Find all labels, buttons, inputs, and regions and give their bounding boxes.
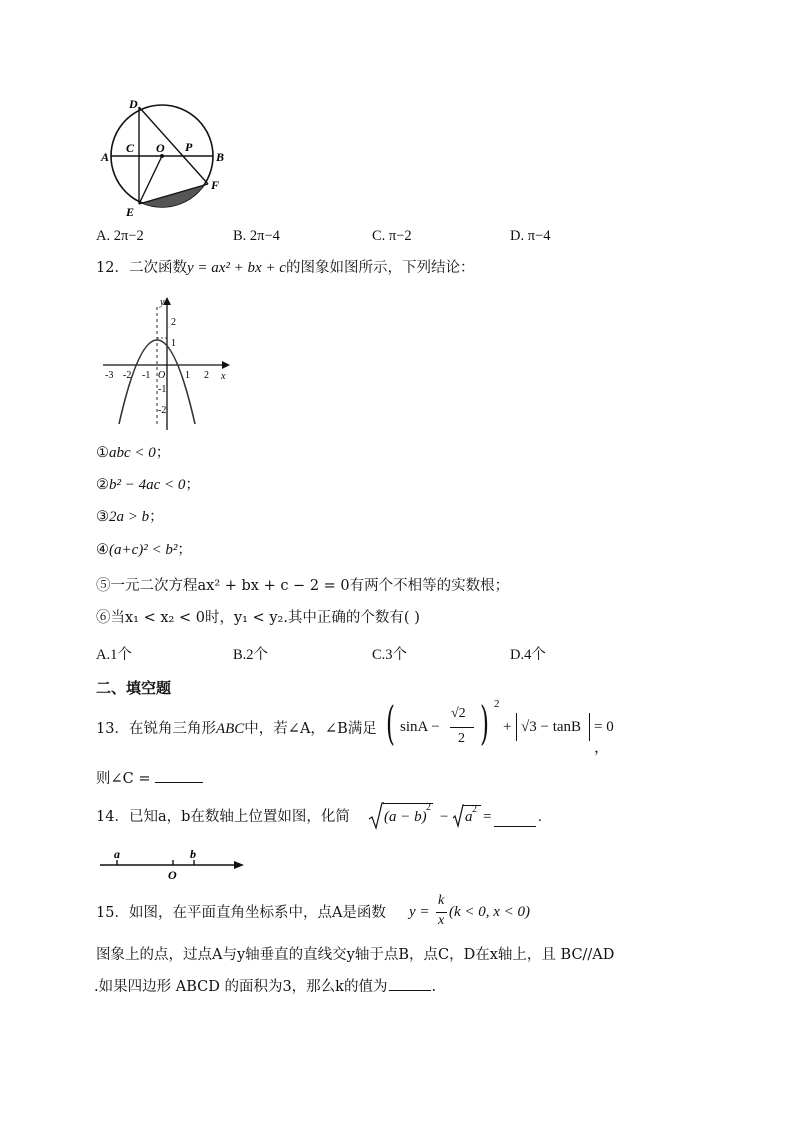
item-mark: ② <box>96 477 109 493</box>
q11-option-d: D. π−4 <box>510 228 551 244</box>
item-tail: ； <box>494 578 510 594</box>
item-mark: ④ <box>96 542 109 558</box>
tick-p2: 2 <box>204 370 209 381</box>
x-axis-arrow <box>222 361 230 369</box>
item-tail: ； <box>149 509 164 525</box>
q12-function: y = ax² + bx + c <box>186 260 286 276</box>
item-tail: .其中正确的个数有( ) <box>283 610 420 626</box>
q12-item-3 <box>96 507 164 527</box>
q13-answer-label: 则∠C = <box>96 771 151 787</box>
item-mark: ③ <box>96 509 109 525</box>
fraction-bar <box>450 727 474 728</box>
q12-option-d: D.4个 <box>510 647 546 663</box>
abs-left-bar <box>516 713 517 741</box>
q15-frac-num: k <box>438 893 445 908</box>
item-mark: ⑤ <box>96 578 111 594</box>
q15-function <box>409 893 539 933</box>
q14-expression <box>368 800 548 834</box>
q12-item-4 <box>96 540 192 560</box>
label-b: b <box>190 847 196 861</box>
tick-n2: -2 <box>123 370 132 381</box>
q13-line2 <box>96 768 203 789</box>
q12-option-b: B.2个 <box>233 647 269 663</box>
circle-figure <box>98 96 228 220</box>
q14-expr1: (a − b) <box>384 809 427 825</box>
tick-yn2: -2 <box>158 405 167 416</box>
q12-number: 12． <box>96 260 129 276</box>
q14-answer-blank[interactable] <box>494 812 536 827</box>
right-paren: ) <box>480 696 489 750</box>
q14-minus: − <box>440 809 449 825</box>
section-title: 二、填空题 <box>96 679 172 697</box>
left-paren: ( <box>386 696 395 750</box>
q12-option-c: C.3个 <box>372 647 408 663</box>
q14-exponent-2: 2 <box>472 804 477 815</box>
tick-y1: 1 <box>171 338 176 349</box>
q11-option-a: A. 2π−2 <box>96 228 144 244</box>
q15-condition: (k < 0, x < 0) <box>449 904 531 920</box>
q13-triangle: ABC <box>215 721 245 737</box>
tick-p1: 1 <box>185 370 190 381</box>
label-a: a <box>114 847 120 861</box>
q13-equals: = 0 ， <box>594 719 614 756</box>
q13-mid: 中，若∠A，∠B满足 <box>244 721 377 737</box>
label-o: O <box>156 141 165 155</box>
q12-item-6 <box>96 608 420 628</box>
tick-y2: 2 <box>171 317 176 328</box>
q15-frac-den: x <box>438 913 445 928</box>
item-expr: abc < 0 <box>109 445 156 461</box>
q11-option-b: B. 2π−4 <box>233 228 280 244</box>
item-expr: 2a > b <box>109 509 150 525</box>
q13-abs-expr: √3 − tanB <box>521 719 582 735</box>
q13-pre: 在锐角三角形 <box>128 721 216 737</box>
q12-item-1 <box>96 443 170 463</box>
radical-sign-2 <box>452 804 464 828</box>
q14-end: . <box>538 809 542 825</box>
q12-item-5 <box>96 576 509 596</box>
q15-line3-text: .如果四边形 ABCD 的面积为3，那么k的值为 <box>94 979 388 995</box>
item-mark: ⑥ <box>96 610 111 626</box>
q13-answer-blank[interactable] <box>155 768 203 783</box>
radical-sign-1 <box>368 802 384 830</box>
q14-number: 14． <box>96 809 129 825</box>
q15-end: . <box>431 979 437 995</box>
q14-stem <box>96 807 350 827</box>
q11-option-c: C. π−2 <box>372 228 412 244</box>
item-mark: ① <box>96 445 109 461</box>
item-expr: 一元二次方程ax² + bx + c − 2 = 0有两个不相等的实数根 <box>110 578 495 594</box>
q12-stem-post: 的图象如图所示，下列结论： <box>285 260 475 276</box>
q13-stem <box>96 719 377 739</box>
tick-n1: -1 <box>142 370 151 381</box>
item-tail: ； <box>185 477 200 493</box>
number-line <box>98 846 248 882</box>
q14-expr2: a <box>465 809 473 825</box>
label-a: A <box>101 150 110 164</box>
label-origin: O <box>158 370 166 381</box>
label-b: B <box>216 150 225 164</box>
q15-line3 <box>94 976 436 997</box>
abs-right-bar <box>589 713 590 741</box>
q14-text: 已知a，b在数轴上位置如图，化简 <box>128 809 350 825</box>
q15-line1-text: 如图，在平面直角坐标系中，点A是函数 <box>128 905 386 921</box>
tick-yn1: -1 <box>158 384 167 395</box>
q12-stem-pre: 二次函数 <box>128 260 187 276</box>
q15-number: 15． <box>96 905 129 921</box>
tick-n3: -3 <box>105 370 114 381</box>
q14-exponent: 2 <box>426 802 431 813</box>
q12-option-a: A.1个 <box>96 647 132 663</box>
item-expr: b² − 4ac < 0 <box>109 477 186 493</box>
plus-sign: + <box>503 719 512 735</box>
label-e: E <box>126 205 135 219</box>
label-y: y <box>160 297 165 308</box>
label-d: D <box>129 97 138 111</box>
q13-expression <box>386 696 626 758</box>
q13-sqrt2: √2 <box>451 706 466 721</box>
item-tail: ； <box>177 542 192 558</box>
q15-answer-blank[interactable] <box>389 976 431 991</box>
q15-y-eq: y = <box>409 904 430 920</box>
label-c: C <box>126 141 135 155</box>
q13-denominator: 2 <box>458 731 465 746</box>
q13-number: 13． <box>96 721 129 737</box>
label-f: F <box>211 178 220 192</box>
item-expr: 当x₁ < x₂ < 0时，y₁ < y₂ <box>110 610 284 626</box>
q13-sin-a: sinA − <box>400 719 440 735</box>
q14-equals: = <box>483 809 492 825</box>
q12-stem <box>96 258 474 278</box>
q12-item-2 <box>96 475 200 495</box>
label-p: P <box>185 140 193 154</box>
item-expr: (a+c)² < b² <box>109 542 178 558</box>
segment-oe <box>139 156 162 204</box>
q13-exponent: 2 <box>494 698 500 710</box>
q15-line1 <box>96 903 386 923</box>
q15-line2: 图象上的点，过点A与y轴垂直的直线交y轴于点B，点C，D在x轴上，且 BC//AD <box>96 947 615 963</box>
parabola-graph <box>100 292 235 432</box>
label-o: O <box>168 868 177 882</box>
item-tail: ； <box>155 445 171 461</box>
number-line-arrow <box>234 861 244 869</box>
label-x: x <box>221 371 226 382</box>
